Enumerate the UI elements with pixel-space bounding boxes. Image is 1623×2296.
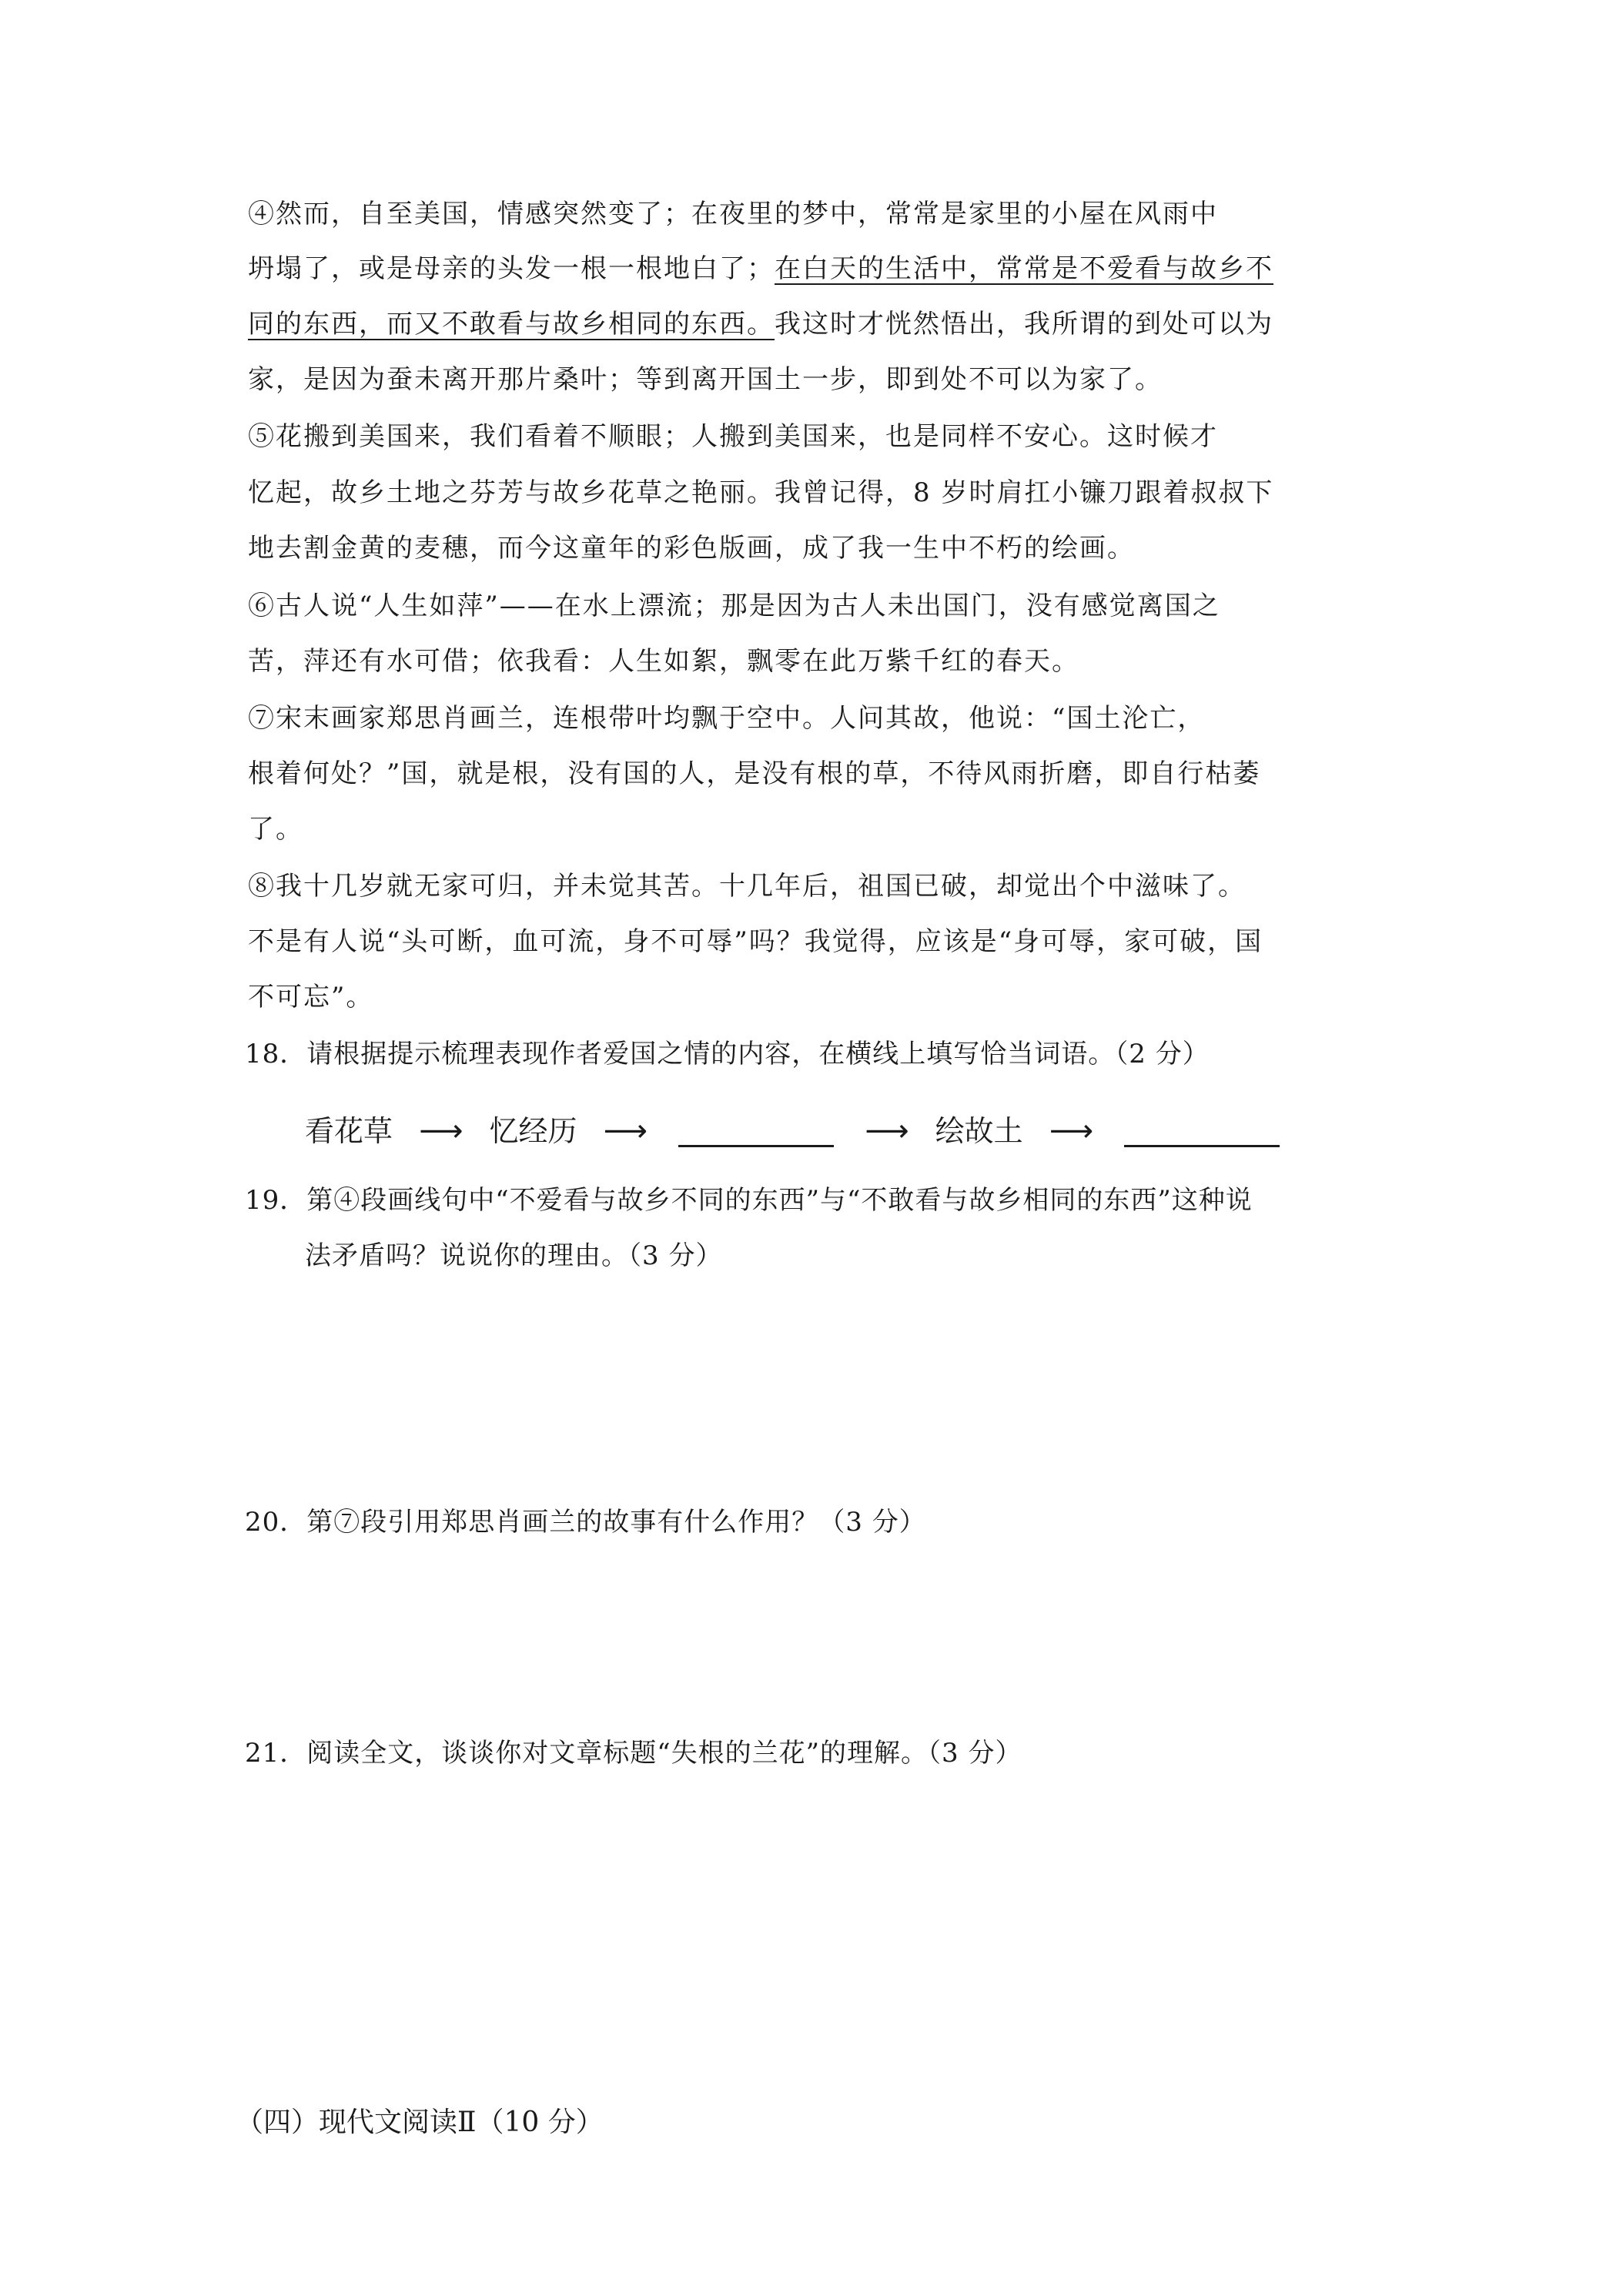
arrow-right-icon: ⟶: [603, 1113, 648, 1149]
arrow-right-icon: ⟶: [865, 1113, 909, 1149]
p7-line-1: ⑦宋末画家郑思肖画兰，连根带叶均飘于空中。人问其故，他说：“国土沦亡，: [248, 703, 1206, 734]
arrow-right-icon: ⟶: [419, 1113, 463, 1149]
underlined-sentence-part-1: 在白天的生活中，常常是不爱看与故乡不: [775, 253, 1273, 284]
arrow-right-icon: ⟶: [1049, 1113, 1094, 1149]
question-19-line-2: 法矛盾吗？说说你的理由。（3 分）: [305, 1240, 723, 1271]
p8-line-1: ⑧我十几岁就无家可归，并未觉其苦。十几年后，祖国已破，却觉出个中滋味了。: [248, 871, 1246, 902]
question-18: 18．请根据提示梳理表现作者爱国之情的内容，在横线上填写恰当词语。（2 分）: [245, 1039, 1210, 1069]
p4-line-3: [248, 307, 1273, 341]
p4-line-4: 家，是因为蚕未离开那片桑叶；等到离开国土一步，即到处不可以为家了。: [248, 364, 1163, 395]
flow-step-1: 看花草: [305, 1113, 393, 1148]
p4-line-2: [248, 252, 1273, 286]
p5-line-2: 忆起，故乡土地之芬芳与故乡花草之艳丽。我曾记得，8 岁时肩扛小镰刀跟着叔叔下: [248, 477, 1274, 508]
p4-line-1: ④然而，自至美国，情感突然变了；在夜里的梦中，常常是家里的小屋在风雨中: [248, 199, 1218, 229]
p7-line-3: 了。: [248, 814, 303, 845]
question-21: 21．阅读全文，谈谈你对文章标题“失根的兰花”的理解。（3 分）: [245, 1738, 1022, 1769]
p7-line-2: 根着何处？”国，就是根，没有国的人，是没有根的草，不待风雨折磨，即自行枯萎: [248, 758, 1261, 789]
p5-line-3: 地去割金黄的麦穗，而今这童年的彩色版画，成了我一生中不朽的绘画。: [248, 533, 1135, 564]
p4-line-3-text: 我这时才恍然悟出，我所谓的到处可以为: [775, 309, 1273, 340]
p6-line-1: ⑥古人说“人生如萍”——在水上漂流；那是因为古人未出国门，没有感觉离国之: [248, 591, 1220, 621]
p6-line-2: 苦，萍还有水可借；依我看：人生如絮，飘零在此万紫千红的春天。: [248, 646, 1079, 677]
flow-step-4: 绘故土: [935, 1113, 1023, 1148]
question-20: 20．第⑦段引用郑思肖画兰的故事有什么作用？（3 分）: [245, 1507, 926, 1538]
p5-line-1: ⑤花搬到美国来，我们看着不顺眼；人搬到美国来，也是同样不安心。这时候才: [248, 421, 1218, 452]
p4-line-2-text: 坍塌了，或是母亲的头发一根一根地白了；: [248, 253, 775, 284]
question-19-line-1: 19．第④段画线句中“不爱看与故乡不同的东西”与“不敢看与故乡相同的东西”这种说: [245, 1185, 1253, 1216]
flow-step-2: 忆经历: [489, 1113, 577, 1148]
underlined-sentence-part-2: 同的东西，而又不敢看与故乡相同的东西。: [248, 309, 775, 340]
flow-diagram: [305, 1106, 1284, 1152]
p8-line-2: 不是有人说“头可断，血可流，身不可辱”吗？我觉得，应该是“身可辱，家可破，国: [248, 926, 1263, 957]
p8-line-3: 不可忘”。: [248, 982, 374, 1012]
answer-blank-1[interactable]: [678, 1114, 834, 1147]
answer-blank-2[interactable]: [1124, 1114, 1280, 1147]
section-heading: （四）现代文阅读Ⅱ（10 分）: [236, 2107, 604, 2138]
